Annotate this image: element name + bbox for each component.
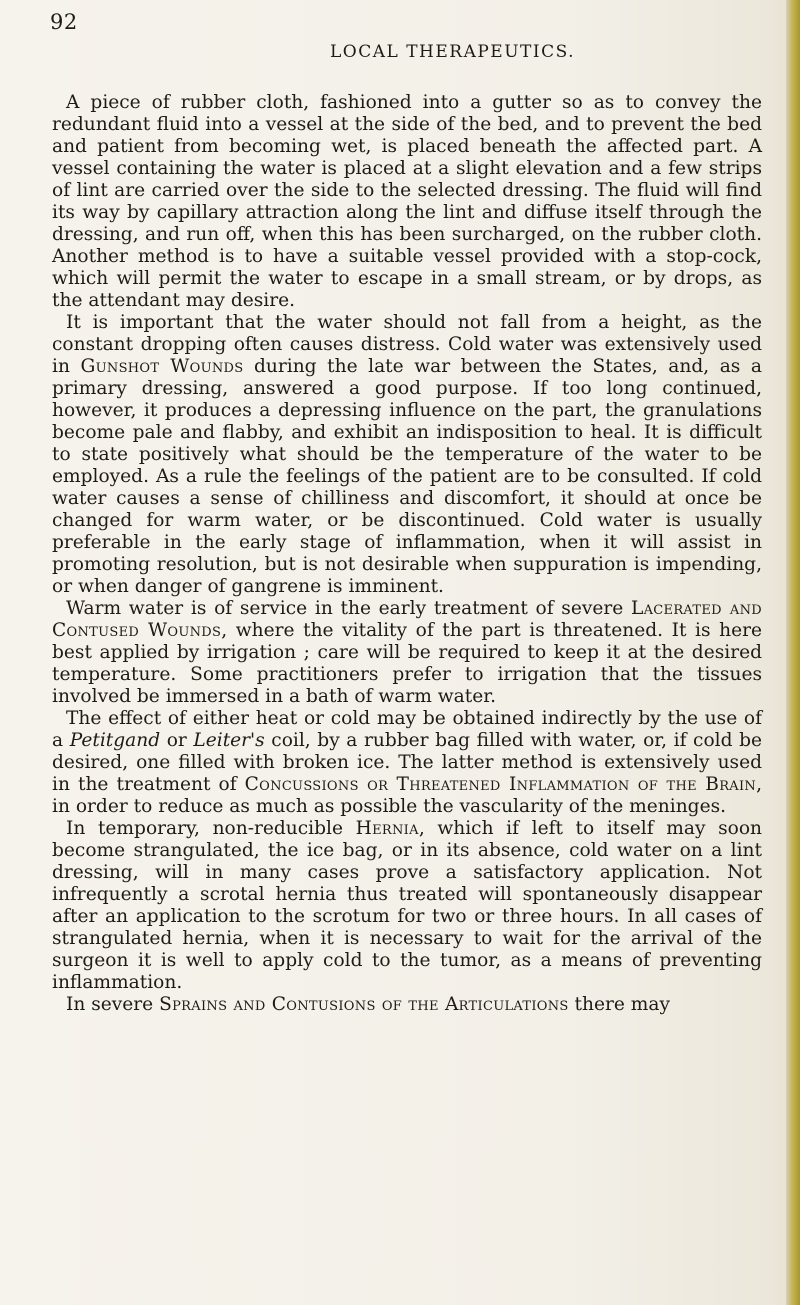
text-run: A piece of rubber cloth, fashioned into a gutter so as to convey the redundant fluid into a vessel at the side of the bed, and to prevent the bed and patient from becoming wet, is placed beneath the affected part. A vessel containing the water is placed at a slight elevation and a few strips of lint are carried over the side to the selected dressing. The fluid will find its way by capillary attraction along the lint and diffuse itself through the dressing, and run off, when this has been surcharged, on the rubber cloth. Another method is to have a suitable vessel provided with a stop-cock, which will permit the water to escape in a small stream, or by drops, as the attendant may desire. (52, 92, 762, 311)
body-text (52, 92, 762, 1016)
text-run: Warm water is of service in the early treatment of severe (66, 598, 631, 619)
term-leiters: Leiter's (193, 730, 265, 751)
page-number: 92 (50, 10, 78, 34)
text-run: The effect of either heat or cold may be obtained indirectly by the use of a (52, 708, 762, 751)
running-head: LOCAL THERAPEUTICS. (330, 42, 576, 62)
paragraph-3 (52, 598, 762, 708)
term-sprains-contusions: Sprains and Contusions of the Articulations (159, 994, 569, 1015)
term-gunshot-wounds: Gunshot Wounds (80, 356, 244, 377)
text-run: during the late war between the States, and, as a primary dressing, answered a good purpose. If too long continued, however, it produces a depressing influence on the part, the granulations become pale and flabby, and exhibit an indisposition to heal. It is difficult to state positively what should be the temperature of the water to be employed. As a rule the feelings of the patient are to be consulted. If cold water causes a sense of chilliness and discomfort, it should at once be changed for warm water, or be discontinued. Cold water is usually preferable in the early stage of inflammation, when it will assist in promoting resolution, but is not desirable when suppuration is impending, or when danger of gangrene is imminent. (52, 356, 762, 597)
paragraph-6 (52, 994, 762, 1016)
text-run: , where the vitality of the part is threatened. It is here best applied by irrigation ; care will be required to keep it at the desired temperature. Some practitioners prefer to irrigation that the tissues involved be immersed in a bath of warm water. (52, 620, 762, 707)
paragraph-1 (52, 92, 762, 312)
paragraph-5 (52, 818, 762, 994)
paragraph-2 (52, 312, 762, 598)
term-hernia: Hernia (355, 818, 419, 839)
term-petitgand: Petitgand (69, 730, 161, 751)
paragraph-4 (52, 708, 762, 818)
text-run: In temporary, non-reducible (66, 818, 356, 839)
text-run: coil, by a rubber bag filled with water, or, if cold be desired, one filled with broken ice. The latter method is extensively used in the treatment of (52, 730, 763, 795)
text-run: , which if left to itself may soon become strangulated, the ice bag, or in its absence, cold water on a lint dressing, will in many cases prove a satisfactory application. Not infrequently a scrotal hernia thus treated will spontaneously disappear after an application to the scrotum for two or three hours. In all cases of strangulated hernia, when it is necessary to wait for the arrival of the surgeon it is well to apply cold to the tumor, as a means of preventing inflammation. (52, 818, 762, 993)
text-run: It is important that the water should not fall from a height, as the constant dropping often causes distress. Cold water was extensively used in (52, 312, 762, 377)
text-run: In severe (66, 994, 160, 1015)
text-run: there may (568, 994, 670, 1015)
text-run: , in order to reduce as much as possible the vascularity of the meninges. (52, 774, 762, 817)
page-edge (786, 0, 800, 1305)
term-lacerated-contused-wounds: Lacerated and Contused Wounds (52, 598, 762, 641)
term-concussions: Concussions or Threatened Inflammation of the Brain (244, 774, 757, 795)
text-run: or (160, 730, 194, 751)
